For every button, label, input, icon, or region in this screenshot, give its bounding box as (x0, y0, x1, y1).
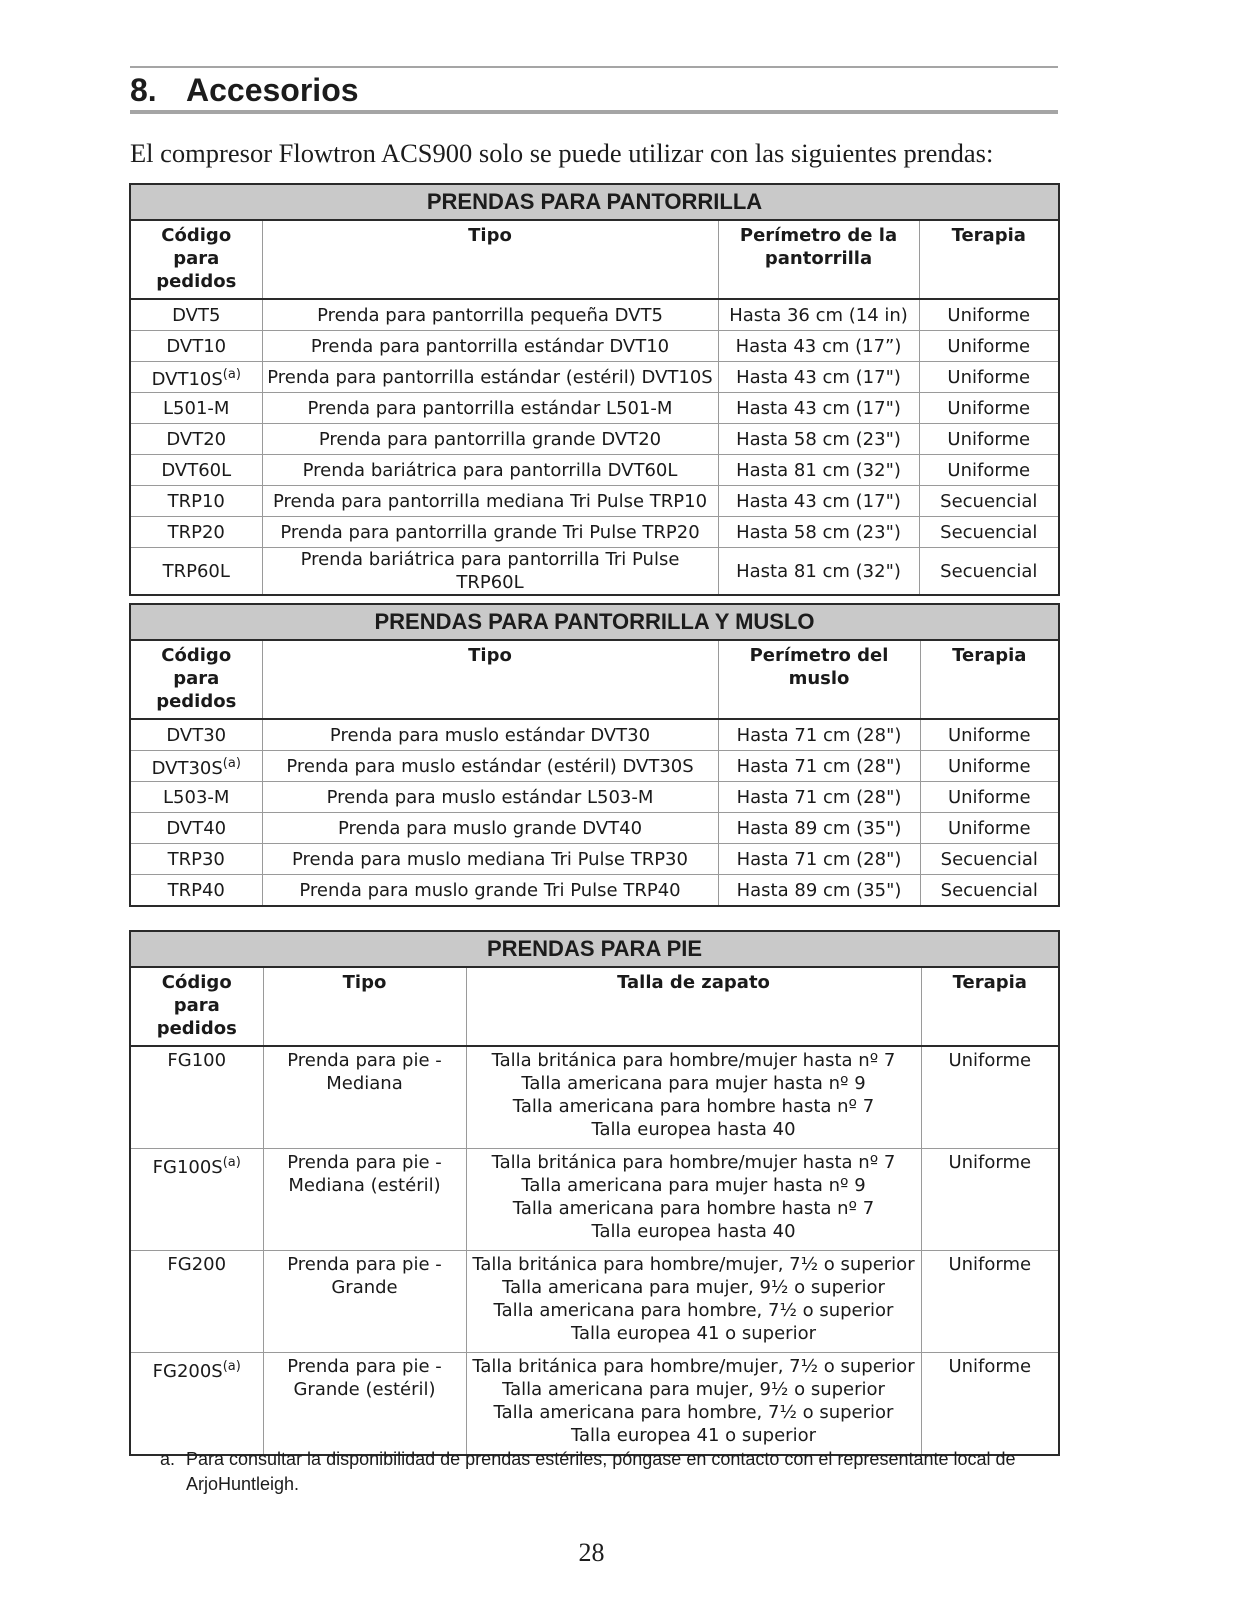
table-row (130, 719, 1059, 751)
footnote-ref: (a) (222, 1155, 241, 1170)
table-row (130, 1149, 1059, 1251)
therapy-type: Uniforme (921, 1353, 1059, 1456)
order-code-cell (130, 844, 262, 875)
section-title: Accesorios (186, 71, 359, 108)
order-code-cell (130, 424, 262, 455)
therapy-type: Uniforme (921, 1149, 1059, 1251)
size-line: Talla americana para mujer hasta nº 9 (521, 1073, 866, 1094)
size-line: Talla americana para hombre, 7½ o superior (493, 1402, 894, 1423)
garment-type: Prenda para pie - Grande (263, 1251, 466, 1353)
garment-type: Prenda para muslo grande Tri Pulse TRP40 (262, 875, 718, 907)
size-range: Hasta 81 cm (32") (718, 455, 919, 486)
garment-type: Prenda para muslo grande DVT40 (262, 813, 718, 844)
size-line: Talla europea 41 o superior (570, 1323, 816, 1344)
order-code: DVT40 (166, 817, 227, 839)
therapy-type: Uniforme (919, 299, 1059, 331)
table-row (130, 1251, 1059, 1353)
footnote-ref: (a) (222, 756, 241, 771)
table-row (130, 486, 1059, 517)
footnote-ref: (a) (222, 1359, 241, 1374)
size-line: Talla europea 41 o superior (570, 1425, 816, 1446)
therapy-type: Uniforme (919, 362, 1059, 393)
table-row (130, 362, 1059, 393)
order-code-cell (130, 486, 262, 517)
order-code-cell (130, 1046, 263, 1149)
section-number: 8. (130, 71, 157, 108)
order-code-cell (130, 548, 262, 596)
order-code: FG200S (152, 1361, 223, 1382)
order-code-cell (130, 455, 262, 486)
table-row (130, 299, 1059, 331)
order-code: DVT10S (151, 369, 223, 390)
order-code: FG100 (167, 1050, 227, 1071)
size-range: Hasta 36 cm (14 in) (718, 299, 919, 331)
footnote-ref: (a) (222, 367, 241, 382)
order-code-cell (130, 1353, 263, 1456)
therapy-type: Uniforme (919, 331, 1059, 362)
table-title: PRENDAS PARA PIE (130, 931, 1059, 967)
size-line: Talla americana para mujer hasta nº 9 (521, 1175, 866, 1196)
order-code: TRP60L (162, 560, 230, 582)
garment-type: Prenda para muslo estándar (estéril) DVT30S (262, 751, 718, 782)
order-code-cell (130, 813, 262, 844)
size-line: Talla americana para hombre hasta nº 7 (512, 1096, 875, 1117)
order-code: DVT60L (161, 459, 232, 481)
size-line: Talla británica para hombre/mujer, 7½ o superior (472, 1356, 915, 1377)
size-range: Hasta 58 cm (23") (718, 517, 919, 548)
table-title: PRENDAS PARA PANTORRILLA Y MUSLO (130, 604, 1059, 640)
order-code: TRP40 (167, 879, 225, 901)
size-line: Talla europea hasta 40 (591, 1119, 796, 1140)
header-type: Tipo (262, 220, 718, 299)
order-code-cell (130, 875, 262, 907)
table-row (130, 548, 1059, 596)
therapy-type: Uniforme (920, 782, 1059, 813)
garment-type: Prenda bariátrica para pantorrilla DVT60L (262, 455, 718, 486)
garment-type: Prenda para pie - Mediana (263, 1046, 466, 1149)
order-code-cell (130, 393, 262, 424)
order-code-cell (130, 1149, 263, 1251)
header-type: Tipo (263, 967, 466, 1046)
order-code: TRP30 (167, 848, 225, 870)
footnote-mark: a. (160, 1449, 176, 1469)
order-code-cell (130, 1251, 263, 1353)
therapy-type: Uniforme (919, 393, 1059, 424)
header-size: Talla de zapato (466, 967, 921, 1046)
order-code-cell (130, 719, 262, 751)
size-line: Talla británica para hombre/mujer hasta nº 7 (491, 1050, 896, 1071)
order-code-cell (130, 782, 262, 813)
size-range: Hasta 43 cm (17") (718, 486, 919, 517)
garment-type: Prenda bariátrica para pantorrilla Tri Pulse TRP60L (262, 548, 718, 596)
table-row (130, 517, 1059, 548)
garment-type: Prenda para pantorrilla estándar (estéril) DVT10S (262, 362, 718, 393)
header-code: Código para pedidos (130, 220, 262, 299)
section-heading (130, 70, 1058, 110)
garment-type: Prenda para pantorrilla grande DVT20 (262, 424, 718, 455)
therapy-type: Uniforme (920, 751, 1059, 782)
header-size: Perímetro de la pantorrilla (718, 220, 919, 299)
size-range (466, 1046, 921, 1149)
size-range: Hasta 43 cm (17”) (718, 331, 919, 362)
order-code-cell (130, 751, 262, 782)
garment-type: Prenda para muslo mediana Tri Pulse TRP30 (262, 844, 718, 875)
order-code-cell (130, 517, 262, 548)
size-range: Hasta 43 cm (17") (718, 362, 919, 393)
size-range: Hasta 58 cm (23") (718, 424, 919, 455)
size-range (466, 1149, 921, 1251)
size-line: Talla británica para hombre/mujer, 7½ o superior (472, 1254, 915, 1275)
size-range: Hasta 89 cm (35") (718, 875, 920, 907)
intro-paragraph: El compresor Flowtron ACS900 solo se puede utilizar con las siguientes prendas: (130, 138, 994, 168)
top-rule (130, 66, 1058, 68)
therapy-type: Secuencial (919, 548, 1059, 596)
header-code: Código para pedidos (130, 640, 262, 719)
size-range: Hasta 43 cm (17") (718, 393, 919, 424)
order-code: L501-M (163, 397, 230, 419)
table-row (130, 844, 1059, 875)
table-row (130, 424, 1059, 455)
therapy-type: Secuencial (919, 486, 1059, 517)
header-therapy: Terapia (919, 220, 1059, 299)
garment-type: Prenda para pantorrilla mediana Tri Pulse TRP10 (262, 486, 718, 517)
size-line: Talla americana para mujer, 9½ o superior (502, 1379, 885, 1400)
garment-type: Prenda para muslo estándar DVT30 (262, 719, 718, 751)
order-code: DVT5 (172, 304, 221, 326)
garment-type: Prenda para pantorrilla estándar DVT10 (262, 331, 718, 362)
size-range (466, 1251, 921, 1353)
page-number: 28 (578, 1538, 605, 1567)
order-code: L503-M (163, 786, 230, 808)
size-range: Hasta 89 cm (35") (718, 813, 920, 844)
therapy-type: Uniforme (920, 719, 1059, 751)
size-line: Talla americana para hombre hasta nº 7 (512, 1198, 875, 1219)
order-code-cell (130, 362, 262, 393)
order-code-cell (130, 331, 262, 362)
garment-type: Prenda para pantorrilla estándar L501-M (262, 393, 718, 424)
therapy-type: Uniforme (919, 424, 1059, 455)
table-row (130, 1046, 1059, 1149)
table-row (130, 813, 1059, 844)
order-code: TRP20 (167, 521, 225, 543)
heading-rule (130, 110, 1058, 114)
therapy-type: Uniforme (920, 813, 1059, 844)
calf-thigh-garments-table (129, 603, 1060, 907)
size-range (466, 1353, 921, 1456)
header-therapy: Terapia (920, 640, 1059, 719)
order-code: DVT10 (166, 335, 227, 357)
therapy-type: Secuencial (920, 875, 1059, 907)
therapy-type: Uniforme (921, 1046, 1059, 1149)
table-row (130, 393, 1059, 424)
order-code: DVT30S (151, 758, 223, 779)
therapy-type: Uniforme (921, 1251, 1059, 1353)
table-row (130, 782, 1059, 813)
garment-type: Prenda para pie - Grande (estéril) (263, 1353, 466, 1456)
foot-garments-table (129, 930, 1060, 1456)
size-range: Hasta 71 cm (28") (718, 782, 920, 813)
garment-type: Prenda para pie - Mediana (estéril) (263, 1149, 466, 1251)
order-code: TRP10 (167, 490, 225, 512)
header-size: Perímetro del muslo (718, 640, 920, 719)
size-line: Talla europea hasta 40 (591, 1221, 796, 1242)
table-row (130, 331, 1059, 362)
garment-type: Prenda para muslo estándar L503-M (262, 782, 718, 813)
header-therapy: Terapia (921, 967, 1059, 1046)
table-row (130, 1353, 1059, 1456)
size-line: Talla británica para hombre/mujer hasta nº 7 (491, 1152, 896, 1173)
order-code-cell (130, 299, 262, 331)
table-row (130, 875, 1059, 907)
footnote-text: Para consultar la disponibilidad de prendas estériles, póngase en contacto con el representante local de ArjoHuntleigh. (186, 1449, 1016, 1494)
therapy-type: Secuencial (919, 517, 1059, 548)
table-row (130, 751, 1059, 782)
size-line: Talla americana para mujer, 9½ o superior (502, 1277, 885, 1298)
order-code: FG200 (167, 1254, 227, 1275)
footnote (160, 1447, 1040, 1497)
header-type: Tipo (262, 640, 718, 719)
table-row (130, 455, 1059, 486)
order-code: FG100S (152, 1157, 223, 1178)
size-range: Hasta 71 cm (28") (718, 751, 920, 782)
therapy-type: Secuencial (920, 844, 1059, 875)
order-code: DVT20 (166, 428, 227, 450)
size-range: Hasta 71 cm (28") (718, 844, 920, 875)
header-code: Código para pedidos (130, 967, 263, 1046)
garment-type: Prenda para pantorrilla pequeña DVT5 (262, 299, 718, 331)
table-title: PRENDAS PARA PANTORRILLA (130, 184, 1059, 220)
therapy-type: Uniforme (919, 455, 1059, 486)
calf-garments-table (129, 183, 1060, 596)
garment-type: Prenda para pantorrilla grande Tri Pulse TRP20 (262, 517, 718, 548)
size-range: Hasta 71 cm (28") (718, 719, 920, 751)
size-line: Talla americana para hombre, 7½ o superior (493, 1300, 894, 1321)
order-code: DVT30 (166, 724, 227, 746)
size-range: Hasta 81 cm (32") (718, 548, 919, 596)
